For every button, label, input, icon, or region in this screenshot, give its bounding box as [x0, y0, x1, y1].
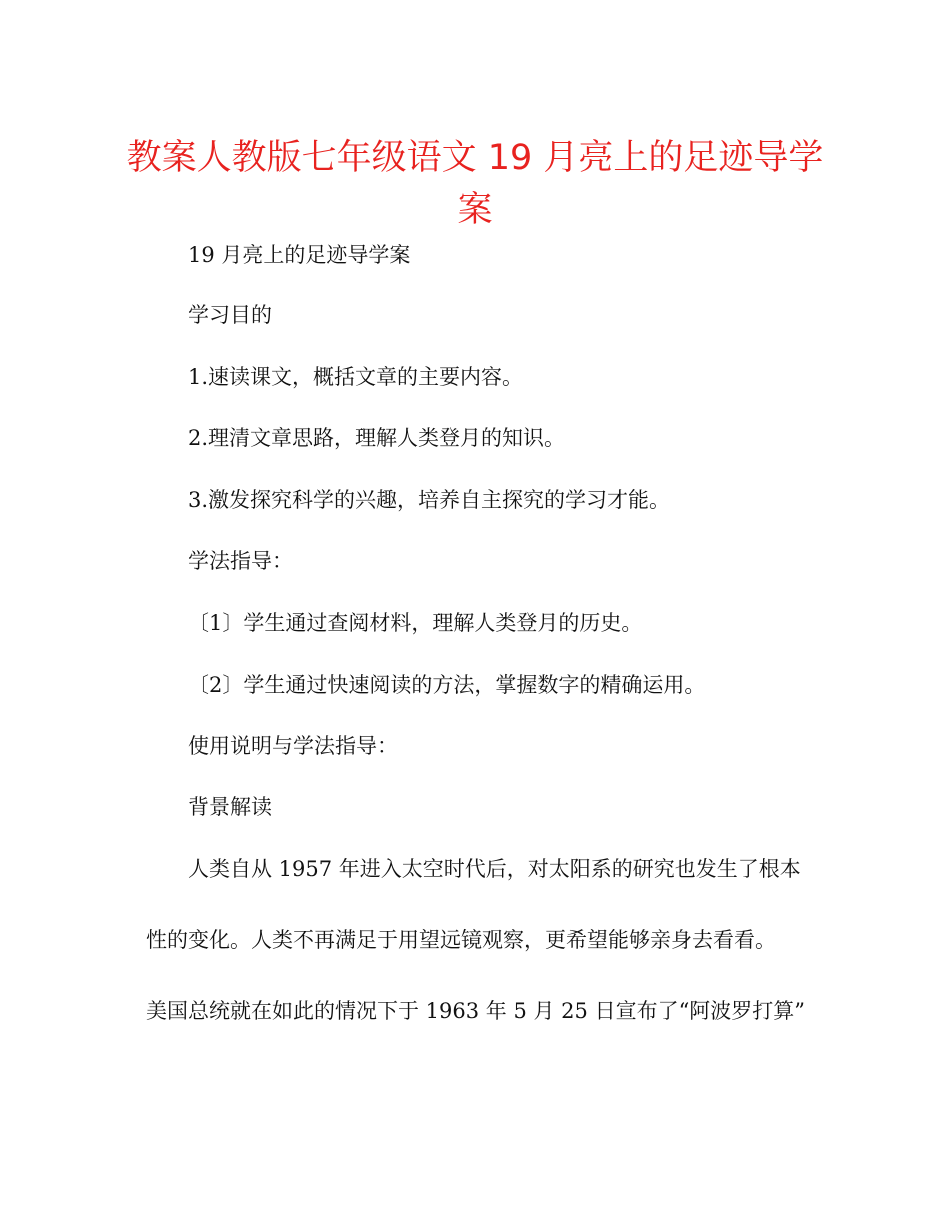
- body-line-2: 性的变化。人类不再满足于用望远镜观察，更希望能够亲身去看看。: [146, 928, 776, 952]
- body-line-1: 人类自从 1957 年进入太空时代后，对太阳系的研究也发生了根本: [188, 857, 801, 881]
- paragraph-method-heading: 学法指导：: [188, 549, 293, 573]
- paragraph-method-2: 〔2〕学生通过快速阅读的方法，掌握数字的精确运用。: [188, 673, 706, 697]
- paragraph-goal-3: 3.激发探究科学的兴趣，培养自主探究的学习才能。: [188, 488, 671, 512]
- paragraph-goal-2: 2.理清文章思路，理解人类登月的知识。: [188, 426, 566, 450]
- paragraph-usage-heading: 使用说明与学法指导：: [188, 734, 398, 758]
- paragraph-learning-goals-heading: 学习目的: [188, 303, 272, 327]
- paragraph-goal-1: 1.速读课文，概括文章的主要内容。: [188, 365, 524, 389]
- paragraph-subtitle: 19 月亮上的足迹导学案: [188, 243, 411, 267]
- paragraph-background-heading: 背景解读: [188, 795, 272, 819]
- document-title: 教案人教版七年级语文 19 月亮上的足迹导学案: [126, 138, 824, 230]
- paragraph-method-1: 〔1〕学生通过查阅材料，理解人类登月的历史。: [188, 611, 643, 635]
- body-line-3: 美国总统就在如此的情况下于 1963 年 5 月 25 日宣布了“阿波罗打算”: [146, 999, 806, 1023]
